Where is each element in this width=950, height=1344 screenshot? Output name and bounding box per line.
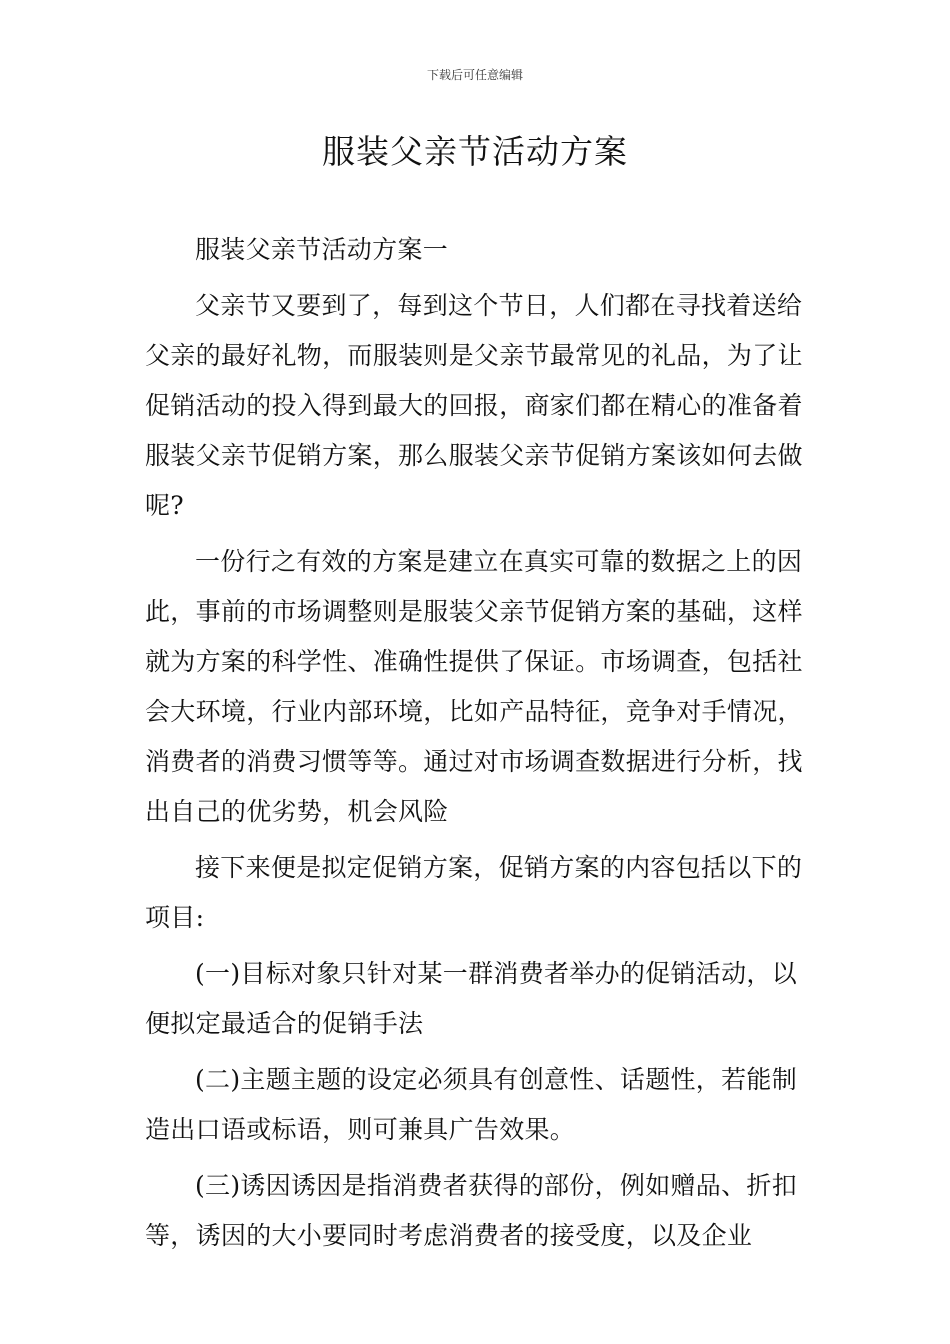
- body-paragraph: 一份行之有效的方案是建立在真实可靠的数据之上的因此，事前的市场调整则是服装父亲节促销方案的基础，这样就为方案的科学性、准确性提供了保证。市场调查，包括社会大环境，行业内部环境，比如产品特征，竞争对手情况，消费者的消费习惯等等。通过对市场调查数据进行分析，找出自己的优劣势，机会风险: [145, 547, 803, 826]
- section-heading: 服装父亲节活动方案一: [195, 235, 449, 264]
- header-note: 下载后可任意编辑: [426, 68, 523, 82]
- body-paragraph: 接下来便是拟定促销方案，促销方案的内容包括以下的项目:: [145, 853, 803, 932]
- list-item-paragraph: (一)目标对象只针对某一群消费者举办的促销活动，以便拟定最适合的促销手法: [145, 959, 798, 1038]
- body-paragraph: 父亲节又要到了，每到这个节日，人们都在寻找着送给父亲的最好礼物，而服装则是父亲节最常见的礼品，为了让促销活动的投入得到最大的回报，商家们都在精心的准备着服装父亲节促销方案，那么服装父亲节促销方案该如何去做呢?: [145, 291, 803, 520]
- document-title: 服装父亲节活动方案: [322, 132, 628, 171]
- list-item-paragraph: (二)主题主题的设定必须具有创意性、话题性，若能制造出口语或标语，则可兼具广告效果。: [145, 1065, 798, 1144]
- list-item-paragraph: (三)诱因诱因是指消费者获得的部份，例如赠品、折扣等，诱因的大小要同时考虑消费者的接受度，以及企业: [145, 1171, 798, 1250]
- document-body: [145, 225, 810, 1267]
